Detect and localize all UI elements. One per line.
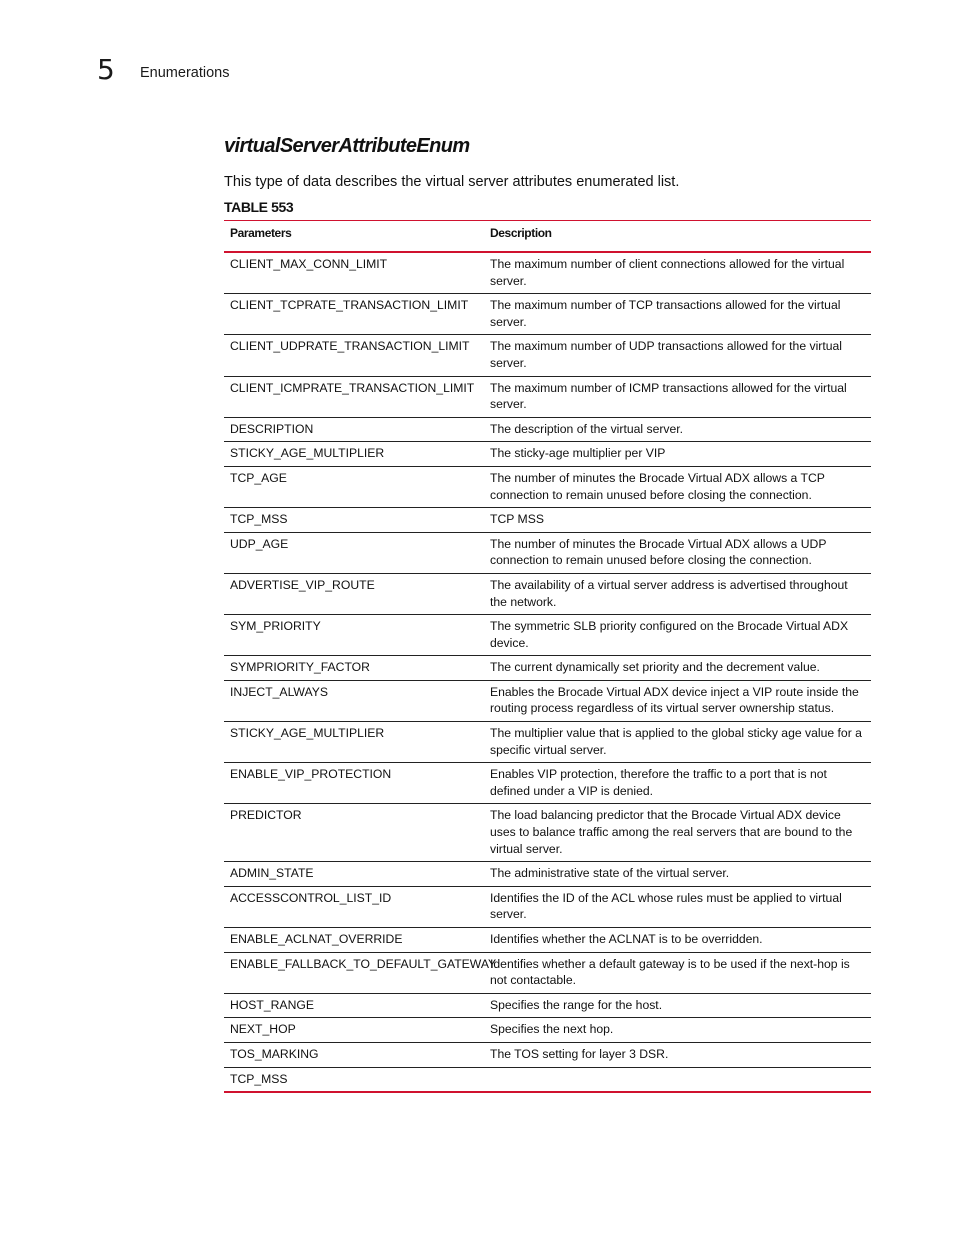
parameter-cell: CLIENT_TCPRATE_TRANSACTION_LIMIT xyxy=(224,294,484,335)
table-row xyxy=(224,615,871,656)
table-row xyxy=(224,886,871,927)
table-row xyxy=(224,656,871,681)
description-cell: The load balancing predictor that the Brocade Virtual ADX device uses to balance traffic among the real servers that are bound to the virtual server. xyxy=(484,804,871,862)
description-cell: The maximum number of ICMP transactions allowed for the virtual server. xyxy=(484,376,871,417)
description-cell: The TOS setting for layer 3 DSR. xyxy=(484,1042,871,1067)
description-cell: Identifies whether a default gateway is to be used if the next-hop is not contactable. xyxy=(484,952,871,993)
table-row xyxy=(224,1067,871,1091)
parameter-cell: STICKY_AGE_MULTIPLIER xyxy=(224,442,484,467)
parameters-table-container xyxy=(224,220,871,1093)
description-cell: Specifies the range for the host. xyxy=(484,993,871,1018)
column-header-parameters: Parameters xyxy=(224,221,484,252)
description-cell: The multiplier value that is applied to the global sticky age value for a specific virtual server. xyxy=(484,722,871,763)
parameter-cell: PREDICTOR xyxy=(224,804,484,862)
description-cell: The sticky-age multiplier per VIP xyxy=(484,442,871,467)
parameter-cell: DESCRIPTION xyxy=(224,417,484,442)
parameter-cell: ADMIN_STATE xyxy=(224,862,484,887)
description-cell: Specifies the next hop. xyxy=(484,1018,871,1043)
table-row xyxy=(224,252,871,294)
description-cell: The description of the virtual server. xyxy=(484,417,871,442)
parameter-cell: TCP_MSS xyxy=(224,508,484,533)
table-body xyxy=(224,252,871,1091)
description-cell: The availability of a virtual server address is advertised throughout the network. xyxy=(484,573,871,614)
description-cell: The administrative state of the virtual server. xyxy=(484,862,871,887)
parameter-cell: ACCESSCONTROL_LIST_ID xyxy=(224,886,484,927)
description-cell: The symmetric SLB priority configured on the Brocade Virtual ADX device. xyxy=(484,615,871,656)
parameter-cell: STICKY_AGE_MULTIPLIER xyxy=(224,722,484,763)
parameter-cell: INJECT_ALWAYS xyxy=(224,680,484,721)
chapter-number: 5 xyxy=(97,53,115,86)
table-row xyxy=(224,952,871,993)
parameter-cell: HOST_RANGE xyxy=(224,993,484,1018)
parameter-cell: ENABLE_VIP_PROTECTION xyxy=(224,763,484,804)
table-row xyxy=(224,335,871,376)
table-row xyxy=(224,680,871,721)
parameter-cell: SYMPRIORITY_FACTOR xyxy=(224,656,484,681)
table-row xyxy=(224,722,871,763)
description-cell: The number of minutes the Brocade Virtual ADX allows a UDP connection to remain unused before closing the connection. xyxy=(484,532,871,573)
parameter-cell: CLIENT_MAX_CONN_LIMIT xyxy=(230,257,388,271)
table-row xyxy=(224,928,871,953)
parameter-cell: ENABLE_ACLNAT_OVERRIDE xyxy=(224,928,484,953)
parameter-cell: CLIENT_ICMPRATE_TRANSACTION_LIMIT xyxy=(224,376,484,417)
table-row xyxy=(224,508,871,533)
description-cell: The number of minutes the Brocade Virtual ADX allows a TCP connection to remain unused before closing the connection. xyxy=(484,466,871,507)
description-cell: The maximum number of UDP transactions allowed for the virtual server. xyxy=(484,335,871,376)
section-title: virtualServerAttributeEnum xyxy=(224,135,470,157)
table-row xyxy=(224,294,871,335)
parameter-cell: UDP_AGE xyxy=(224,532,484,573)
description-cell: Identifies the ID of the ACL whose rules must be applied to virtual server. xyxy=(484,886,871,927)
description-cell: The maximum number of client connections allowed for the virtual server. xyxy=(490,257,845,288)
description-cell xyxy=(484,1067,871,1091)
parameter-cell: SYM_PRIORITY xyxy=(224,615,484,656)
parameter-cell: TCP_AGE xyxy=(224,466,484,507)
description-cell: The maximum number of TCP transactions allowed for the virtual server. xyxy=(484,294,871,335)
table-header-row xyxy=(224,221,871,252)
parameter-cell: ENABLE_FALLBACK_TO_DEFAULT_GATEWAY xyxy=(224,952,484,993)
table-row xyxy=(224,376,871,417)
description-cell: TCP MSS xyxy=(484,508,871,533)
table-row xyxy=(224,573,871,614)
table-row xyxy=(224,862,871,887)
parameter-cell: NEXT_HOP xyxy=(224,1018,484,1043)
table-row xyxy=(224,804,871,862)
table-row xyxy=(224,993,871,1018)
parameters-table xyxy=(224,221,871,1091)
chapter-title: Enumerations xyxy=(140,65,230,81)
table-row xyxy=(224,1018,871,1043)
table-row xyxy=(224,417,871,442)
table-row xyxy=(224,1042,871,1067)
section-intro: This type of data describes the virtual server attributes enumerated list. xyxy=(224,174,680,190)
description-cell: Enables VIP protection, therefore the traffic to a port that is not defined under a VIP is denied. xyxy=(484,763,871,804)
table-row xyxy=(224,442,871,467)
parameter-cell: CLIENT_UDPRATE_TRANSACTION_LIMIT xyxy=(224,335,484,376)
parameter-cell: TOS_MARKING xyxy=(224,1042,484,1067)
description-cell: Identifies whether the ACLNAT is to be overridden. xyxy=(484,928,871,953)
table-row xyxy=(224,466,871,507)
table-row xyxy=(224,763,871,804)
description-cell: Enables the Brocade Virtual ADX device inject a VIP route inside the routing process regardless of its virtual server ownership status. xyxy=(484,680,871,721)
parameter-cell: TCP_MSS xyxy=(224,1067,484,1091)
description-cell: The current dynamically set priority and the decrement value. xyxy=(484,656,871,681)
parameter-cell: ADVERTISE_VIP_ROUTE xyxy=(224,573,484,614)
table-caption: TABLE 553 xyxy=(224,199,294,215)
column-header-description: Description xyxy=(484,221,871,252)
table-row xyxy=(224,532,871,573)
